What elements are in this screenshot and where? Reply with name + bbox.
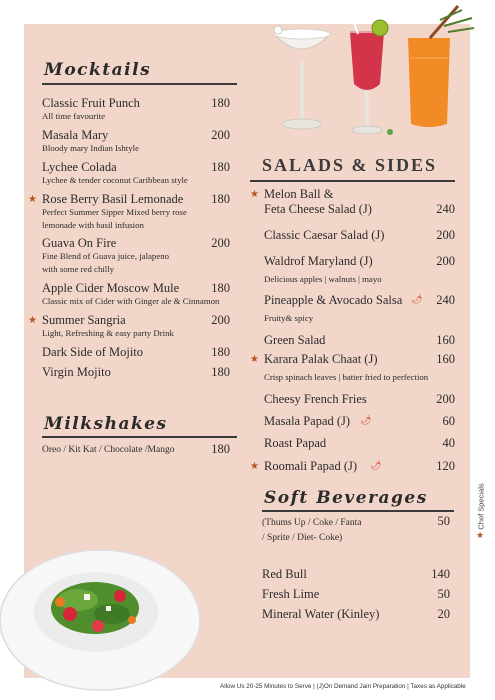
item-description: Bloody mary Indian Ishtyle	[42, 143, 139, 153]
item-price: 180	[211, 192, 230, 206]
item-description: Fruity& spicy	[264, 313, 314, 323]
star-icon: ★	[250, 354, 259, 365]
footer-note: Allow Us 20-25 Minutes to Serve | (J)On Demand Jain Preparation | Taxes as Applicable	[220, 683, 466, 690]
salad-icon	[51, 582, 139, 634]
star-icon: ★	[28, 194, 37, 205]
item-price: 160	[436, 333, 455, 347]
star-icon: ★	[250, 189, 259, 200]
item-price: 50	[437, 514, 450, 528]
item-price: 200	[211, 128, 230, 142]
item-description: Crisp spinach leaves | batter fried to perfection	[264, 372, 429, 382]
item-name: Rose Berry Basil Lemonade	[42, 192, 184, 206]
item-name: Masala Papad (J)	[264, 414, 351, 428]
item-name: Red Bull	[262, 567, 307, 581]
item-name: Green Salad	[264, 333, 326, 347]
salads-rule	[250, 180, 455, 182]
item-description: lemonade with basil infusion	[42, 220, 144, 230]
chef-specials-legend	[474, 470, 488, 550]
item-name: Fresh Lime	[262, 587, 320, 601]
item-price: 180	[211, 96, 230, 110]
chili-icon: 🌶	[360, 415, 372, 425]
item-name: Cheesy French Fries	[264, 392, 367, 406]
item-description: Delicious apples | walnuts | mayo	[264, 274, 382, 284]
chef-specials-label: Chef Specials	[476, 483, 486, 530]
mocktails-rule	[42, 83, 237, 85]
item-price: 160	[436, 352, 455, 366]
item-description: Fine Blend of Guava juice, jalapeno	[42, 251, 170, 261]
item-description: All time favourite	[42, 111, 106, 121]
item-name: Roomali Papad (J)	[264, 459, 358, 473]
item-price: 240	[436, 202, 455, 216]
item-description: Lychee & tender coconut Caribbean style	[42, 175, 188, 185]
item-description: Perfect Summer Sipper Mixed berry rose	[42, 207, 187, 217]
mocktails-title: Mocktails	[44, 60, 152, 80]
salad-plate-image	[0, 540, 215, 700]
star-icon: ★	[28, 315, 37, 326]
item-name: Waldrof Maryland (J)	[264, 254, 373, 268]
chili-icon: 🌶	[411, 294, 423, 304]
star-icon: ★	[476, 530, 485, 540]
item-price: 240	[436, 293, 455, 307]
item-name: Summer Sangria	[42, 313, 126, 327]
item-name: Classic Fruit Punch	[42, 96, 140, 110]
item-name: Oreo / Kit Kat / Chocolate /Mango	[42, 445, 175, 455]
salads-title: SALADS & SIDES	[262, 155, 438, 175]
item-price: 60	[442, 414, 455, 428]
milkshakes-rule	[42, 436, 237, 438]
item-name: Pineapple & Avocado Salsa	[264, 293, 403, 307]
item-price: 20	[437, 607, 450, 621]
item-price: 200	[436, 228, 455, 242]
margarita-glass-icon	[274, 26, 330, 129]
item-description: Light, Refreshing & easy party Drink	[42, 328, 174, 338]
item-name: (Thums Up / Coke / Fanta	[262, 518, 362, 528]
item-price: 40	[442, 436, 455, 450]
item-name: Apple Cider Moscow Mule	[42, 281, 180, 295]
red-drink-glass-icon	[348, 6, 393, 135]
item-name: Melon Ball &	[264, 187, 334, 201]
item-price: 200	[436, 392, 455, 406]
item-name: / Sprite / Diet- Coke)	[262, 533, 343, 543]
item-name: Feta Cheese Salad (J)	[264, 202, 372, 216]
item-name: Dark Side of Mojito	[42, 345, 144, 359]
item-price: 180	[211, 345, 230, 359]
item-price: 200	[436, 254, 455, 268]
orange-drink-glass-icon	[408, 6, 474, 127]
item-description: with some red chilly	[42, 264, 115, 274]
item-name: Classic Caesar Salad (J)	[264, 228, 385, 242]
item-name: Virgin Mojito	[42, 365, 111, 379]
item-price: 180	[211, 281, 230, 295]
item-price: 200	[211, 236, 230, 250]
item-description: Classic mix of Cider with Ginger ale & Cinnamon	[42, 296, 220, 306]
item-price: 180	[211, 160, 230, 174]
item-price: 50	[437, 587, 450, 601]
item-name: Lychee Colada	[42, 160, 117, 174]
chili-icon: 🌶	[370, 460, 382, 470]
item-name: Guava On Fire	[42, 236, 117, 250]
item-price: 120	[436, 459, 455, 473]
item-price: 180	[211, 365, 230, 379]
item-name: Karara Palak Chaat (J)	[264, 352, 378, 366]
item-price: 180	[211, 442, 230, 456]
soft-beverages-title: Soft Beverages	[264, 488, 428, 508]
item-name: Mineral Water (Kinley)	[262, 607, 380, 621]
star-icon: ★	[250, 461, 259, 472]
milkshakes-title: Milkshakes	[44, 414, 168, 434]
drinks-image	[262, 4, 482, 144]
item-name: Masala Mary	[42, 128, 109, 142]
item-name: Roast Papad	[264, 436, 327, 450]
item-price: 200	[211, 313, 230, 327]
soft-beverages-rule	[262, 510, 454, 512]
item-price: 140	[431, 567, 450, 581]
